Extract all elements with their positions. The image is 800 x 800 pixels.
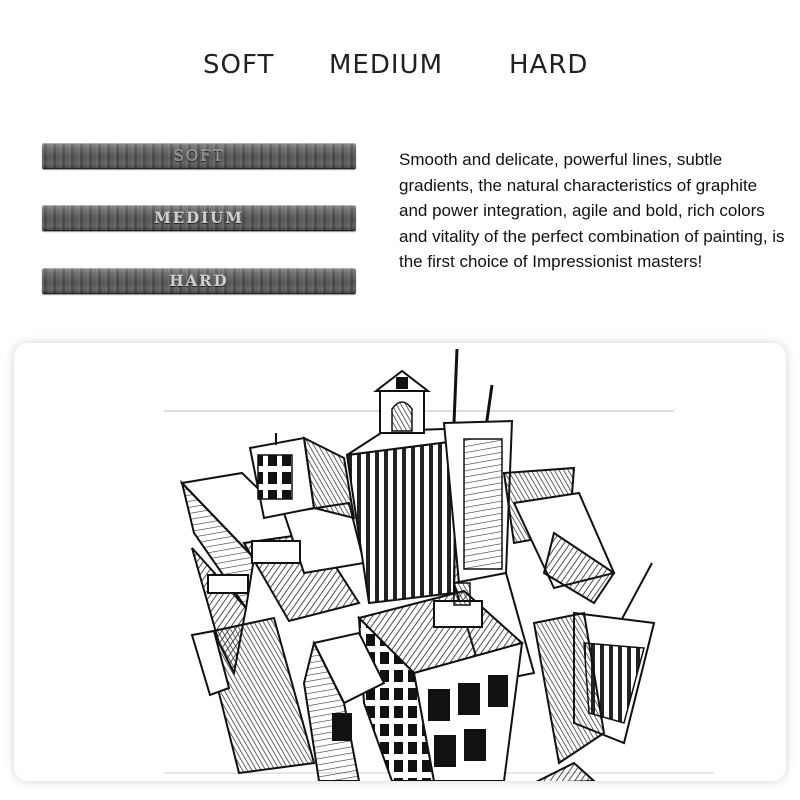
stick-engraving-medium: MEDIUM bbox=[154, 209, 244, 227]
product-description: Smooth and delicate, powerful lines, subtle gradients, the natural characteristics of graphite and power integration, agile and bold, rich colors and vitality of the perfect combination of painting, is the first choice of Impressionist masters! bbox=[399, 150, 785, 271]
graphite-stick-medium bbox=[42, 205, 356, 231]
hardness-label-medium: MEDIUM bbox=[329, 50, 444, 80]
stick-engraving-hard: HARD bbox=[169, 272, 229, 290]
stick-engraving-soft: SOFT bbox=[173, 147, 225, 165]
sketch-illustration-card bbox=[14, 343, 786, 781]
graphite-stick-soft bbox=[42, 143, 356, 169]
hardness-label-soft: SOFT bbox=[203, 50, 275, 80]
graphite-stick-hard bbox=[42, 268, 356, 294]
hardness-label-hard: HARD bbox=[509, 50, 589, 80]
hardness-header bbox=[0, 50, 800, 84]
city-perspective-sketch bbox=[14, 343, 786, 781]
